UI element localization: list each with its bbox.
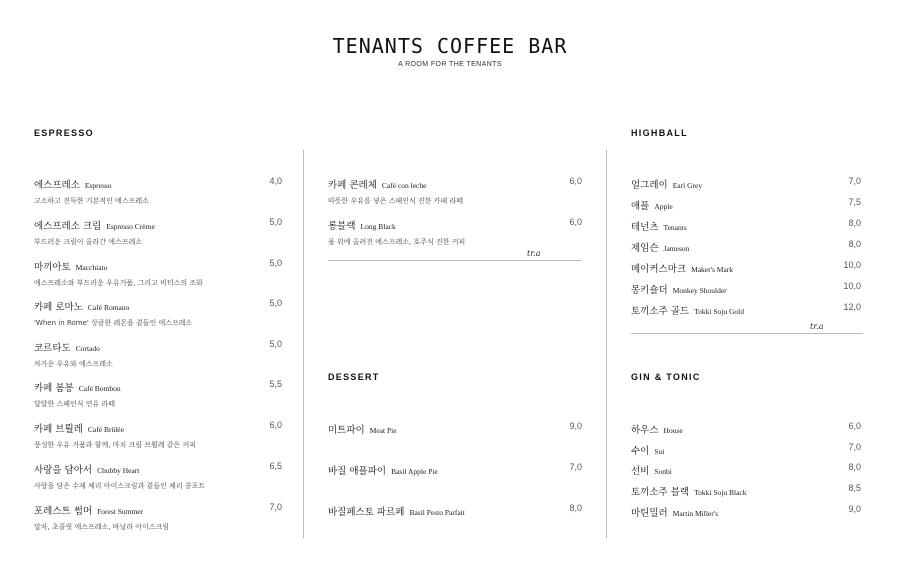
menu-item-makers-mark: [631, 259, 733, 277]
menu-item-basil-apple-pie: [328, 461, 438, 479]
item-name-ko: 애플: [631, 201, 650, 212]
item-description: 말차, 초콜릿 에스프레소, 바닐라 아이스크림: [34, 523, 170, 531]
item-price: 5,0: [269, 258, 282, 268]
item-name-ko: 토끼소주 블랙: [631, 487, 690, 498]
item-price: 8,0: [848, 462, 861, 472]
item-description: 풍성한 우유 거품과 함께, 마치 크림 브륄레 같은 커피: [34, 441, 197, 449]
item-price: 7,0: [569, 462, 582, 472]
gin-tonic-title: GIN & TONIC: [631, 372, 701, 382]
menu-item-meat-pie: [328, 420, 397, 438]
item-name-en: Forest Summer: [97, 507, 144, 516]
item-name-en: Earl Grey: [672, 181, 703, 190]
item-price: 7,0: [848, 176, 861, 186]
menu-item-sui: [631, 441, 664, 459]
item-name-ko: 테넌츠: [631, 222, 659, 233]
item-name-en: Tenants: [663, 223, 687, 232]
item-description: 'When in Rome' 상큼한 레몬을 곁들인 에스프레소: [34, 319, 193, 327]
item-name-ko: 몽키숄더: [631, 285, 668, 296]
item-name-en: Long Black: [360, 222, 396, 231]
item-name-ko: 마틴밀러: [631, 508, 668, 519]
item-price: 8,5: [848, 483, 861, 493]
menu-item-forest-summer: [34, 501, 169, 532]
item-name-ko: 선비: [631, 466, 650, 477]
menu-item-tenants: [631, 217, 687, 235]
item-name-en: Apple: [654, 202, 673, 211]
item-price: 12,0: [843, 302, 861, 312]
middle-separator: [328, 260, 582, 261]
menu-item-apple: [631, 196, 673, 214]
menu-item-cortado: [34, 338, 113, 369]
item-name-en: Meat Pie: [369, 426, 397, 435]
item-name-ko: 코르타도: [34, 343, 71, 354]
logo: TENANTS COFFEE BAR: [332, 34, 568, 58]
item-name-en: Espresso: [84, 181, 112, 190]
item-name-en: Jameson: [663, 244, 690, 253]
item-price: 6,5: [269, 461, 282, 471]
item-name-en: Cortado: [75, 344, 100, 353]
item-price: 5,5: [269, 379, 282, 389]
signature-mark: tr.a: [810, 322, 824, 331]
item-name-ko: 에스프레소 크림: [34, 221, 102, 232]
menu-item-martin-millers: [631, 503, 718, 521]
item-name-en: Monkey Shoulder: [672, 286, 727, 295]
item-name-ko: 미트파이: [328, 425, 365, 436]
item-name-ko: 바질 애플파이: [328, 466, 387, 477]
item-price: 6,0: [269, 420, 282, 430]
item-name-ko: 카페 봄봉: [34, 383, 74, 394]
item-description: 달달한 스페인식 연유 라떼: [34, 400, 116, 408]
item-name-ko: 카페 콘레체: [328, 180, 377, 191]
item-description: 에스프레소와 부드러운 우유거품, 그리고 비터스의 조화: [34, 279, 203, 287]
menu-item-espresso: [34, 175, 149, 206]
item-name-en: Basil Pesto Parfait: [409, 508, 465, 517]
menu-item-cafe-romano: [34, 297, 192, 328]
signature-mark: tr.a: [527, 249, 541, 258]
item-name-en: Café Brûlée: [87, 425, 124, 434]
column-divider-right: [606, 150, 607, 538]
item-name-en: House: [663, 426, 683, 435]
item-name-en: Basil Apple Pie: [391, 467, 438, 476]
espresso-title: ESPRESSO: [34, 128, 94, 138]
item-name-ko: 바질페스토 파르페: [328, 507, 405, 518]
highball-title: HIGHBALL: [631, 128, 688, 138]
menu-item-jameson: [631, 238, 689, 256]
item-name-ko: 토끼소주 골드: [631, 306, 690, 317]
item-name-en: Café Romano: [87, 303, 130, 312]
dessert-title: DESSERT: [328, 372, 380, 382]
item-price: 9,0: [848, 504, 861, 514]
menu-item-tokki-soju-black: [631, 482, 746, 500]
item-name-en: Café Bombon: [78, 384, 121, 393]
menu-item-basil-pesto-parfait: [328, 502, 465, 520]
item-name-en: Sonbi: [654, 467, 672, 476]
item-price: 8,0: [569, 503, 582, 513]
item-price: 8,0: [848, 218, 861, 228]
item-name-ko: 마끼아토: [34, 262, 71, 273]
item-name-en: Chubby Heart: [97, 466, 140, 475]
item-name-ko: 포레스트 썸머: [34, 506, 93, 517]
menu-item-monkey-shoulder: [631, 280, 727, 298]
item-name-en: Macchiato: [75, 263, 108, 272]
menu-item-cafe-bombon: [34, 378, 121, 409]
item-name-ko: 카페 브륄레: [34, 424, 83, 435]
item-description: 부드러운 크림이 올라간 에스프레소: [34, 238, 143, 246]
item-name-ko: 에스프레소: [34, 180, 80, 191]
menu-item-house: [631, 420, 683, 438]
item-price: 6,0: [569, 176, 582, 186]
item-name-en: Sui: [654, 447, 665, 456]
item-name-en: Café con leche: [381, 181, 427, 190]
menu-item-long-black: [328, 216, 465, 247]
item-price: 10,0: [843, 260, 861, 270]
item-name-en: Tokki Soju Black: [694, 488, 747, 497]
item-name-ko: 수이: [631, 446, 650, 457]
menu-item-cafe-brulee: [34, 419, 196, 450]
item-description: 따뜻한 우유를 넣은 스페인식 진한 카페 라떼: [328, 197, 464, 205]
item-name-en: Maker's Mark: [691, 265, 734, 274]
column-divider-left: [303, 150, 304, 538]
item-description: 물 위에 올려진 에스프레소, 호주식 진한 커피: [328, 238, 466, 246]
item-price: 7,5: [848, 197, 861, 207]
item-name-ko: 하우스: [631, 425, 659, 436]
item-name-en: Tokki Soju Gold: [694, 307, 744, 316]
menu-item-sonbi: [631, 461, 672, 479]
item-name-en: Martin Miller's: [672, 509, 719, 518]
item-price: 4,0: [269, 176, 282, 186]
item-name-ko: 카페 로마노: [34, 302, 83, 313]
menu-item-earl-grey: [631, 175, 702, 193]
item-price: 7,0: [848, 442, 861, 452]
item-price: 6,0: [569, 217, 582, 227]
item-description: 차가운 우유와 에스프레소: [34, 360, 113, 368]
item-price: 8,0: [848, 239, 861, 249]
menu-item-tokki-soju-gold: [631, 301, 744, 319]
tagline: A ROOM FOR THE TENANTS: [398, 61, 502, 68]
menu-item-macchiato: [34, 257, 203, 288]
item-name-en: Espresso Crème: [106, 222, 155, 231]
item-description: 사랑을 담은 수제 체리 아이스크림과 곁들인 체리 콩포트: [34, 482, 206, 490]
menu-item-espresso-creme: [34, 216, 155, 247]
item-price: 5,0: [269, 217, 282, 227]
item-price: 10,0: [843, 281, 861, 291]
item-price: 5,0: [269, 298, 282, 308]
item-price: 9,0: [569, 421, 582, 431]
menu-item-chubby-heart: [34, 460, 205, 491]
item-name-ko: 롱블랙: [328, 221, 356, 232]
item-price: 7,0: [269, 502, 282, 512]
menu-item-cafe-con-leche: [328, 175, 463, 206]
item-price: 5,0: [269, 339, 282, 349]
item-name-ko: 제임슨: [631, 243, 659, 254]
item-price: 6,0: [848, 421, 861, 431]
item-name-ko: 사랑을 담아서: [34, 465, 93, 476]
item-name-ko: 메이커스마크: [631, 264, 687, 275]
highball-separator: [631, 333, 863, 334]
item-description: 고소하고 진득한 기본적인 에스프레소: [34, 197, 149, 205]
item-name-ko: 얼그레이: [631, 180, 668, 191]
